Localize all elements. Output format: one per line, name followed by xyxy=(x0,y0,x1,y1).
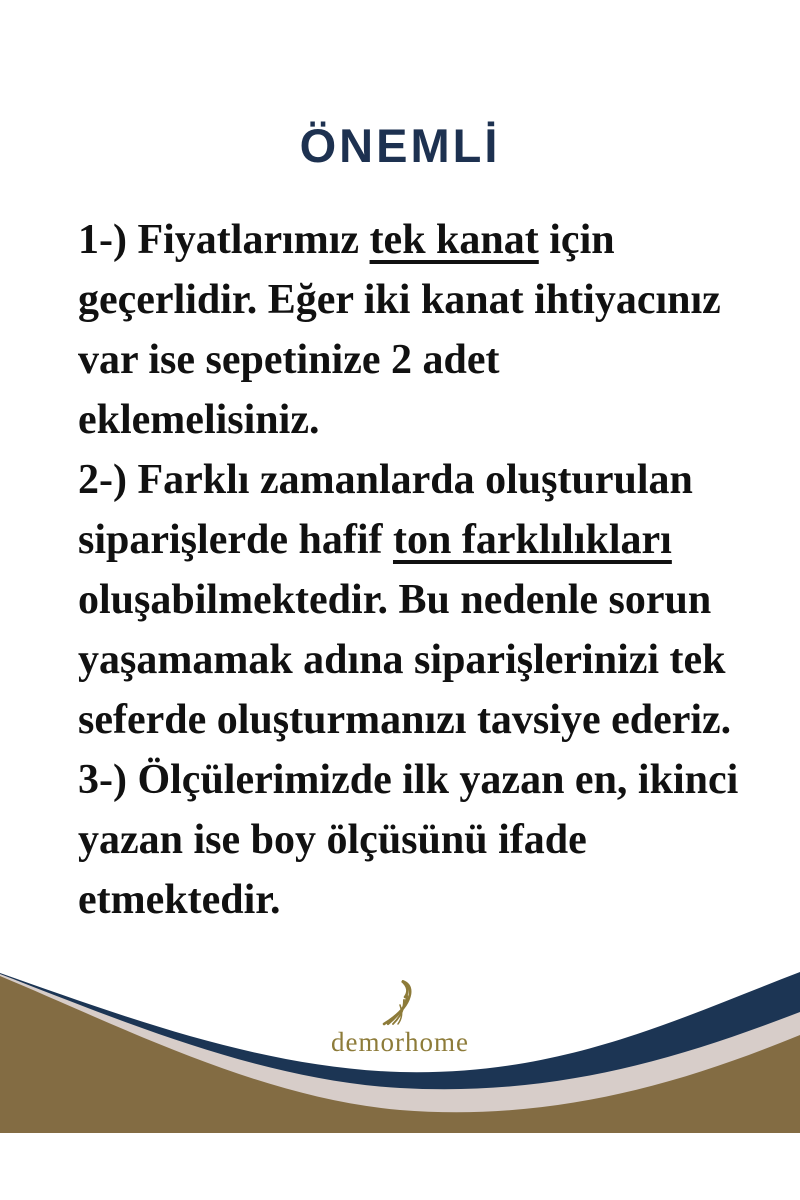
text-segment: için xyxy=(538,217,615,263)
text-segment: yaşamamak adına siparişlerinizi tek xyxy=(78,637,726,683)
text-segment: seferde oluşturmanızı tavsiye ederiz. xyxy=(78,697,732,743)
text-segment: eklemelisiniz. xyxy=(78,397,320,443)
brand-logo xyxy=(0,980,800,1058)
text-segment: etmektedir. xyxy=(78,877,281,923)
notice-text-line xyxy=(78,390,760,450)
text-segment: oluşabilmektedir. Bu nedenle sorun xyxy=(78,577,712,623)
notice-text-line xyxy=(78,570,760,630)
underlined-phrase: ton farklılıkları xyxy=(392,517,672,563)
notice-text-line xyxy=(78,270,760,330)
notice-text-line xyxy=(78,210,760,270)
notice-text-block xyxy=(78,210,760,930)
notice-text-line xyxy=(78,870,760,930)
text-segment: 3-) Ölçülerimizde ilk yazan en, ikinci xyxy=(78,757,739,803)
bottom-white-strip xyxy=(0,1133,800,1200)
underlined-phrase: tek kanat xyxy=(369,217,539,263)
notice-text-line xyxy=(78,630,760,690)
text-segment: 2-) Farklı zamanlarda oluşturulan xyxy=(78,457,693,503)
text-segment: var ise sepetinize 2 adet xyxy=(78,337,500,383)
notice-text-line xyxy=(78,810,760,870)
notice-text-line xyxy=(78,330,760,390)
text-segment: 1-) Fiyatlarımız xyxy=(78,217,370,263)
text-segment: siparişlerde hafif xyxy=(78,517,393,563)
notice-text-line xyxy=(78,690,760,750)
notice-text-line xyxy=(78,750,760,810)
page-title: ÖNEMLİ xyxy=(299,119,501,172)
notice-text-line xyxy=(78,450,760,510)
brand-wordmark: demorhome xyxy=(331,1027,469,1057)
text-segment: geçerlidir. Eğer iki kanat ihtiyacınız xyxy=(78,277,721,323)
text-segment: yazan ise boy ölçüsünü ifade xyxy=(78,817,587,863)
swan-flame-icon xyxy=(379,980,421,1026)
notice-text-line xyxy=(78,510,760,570)
